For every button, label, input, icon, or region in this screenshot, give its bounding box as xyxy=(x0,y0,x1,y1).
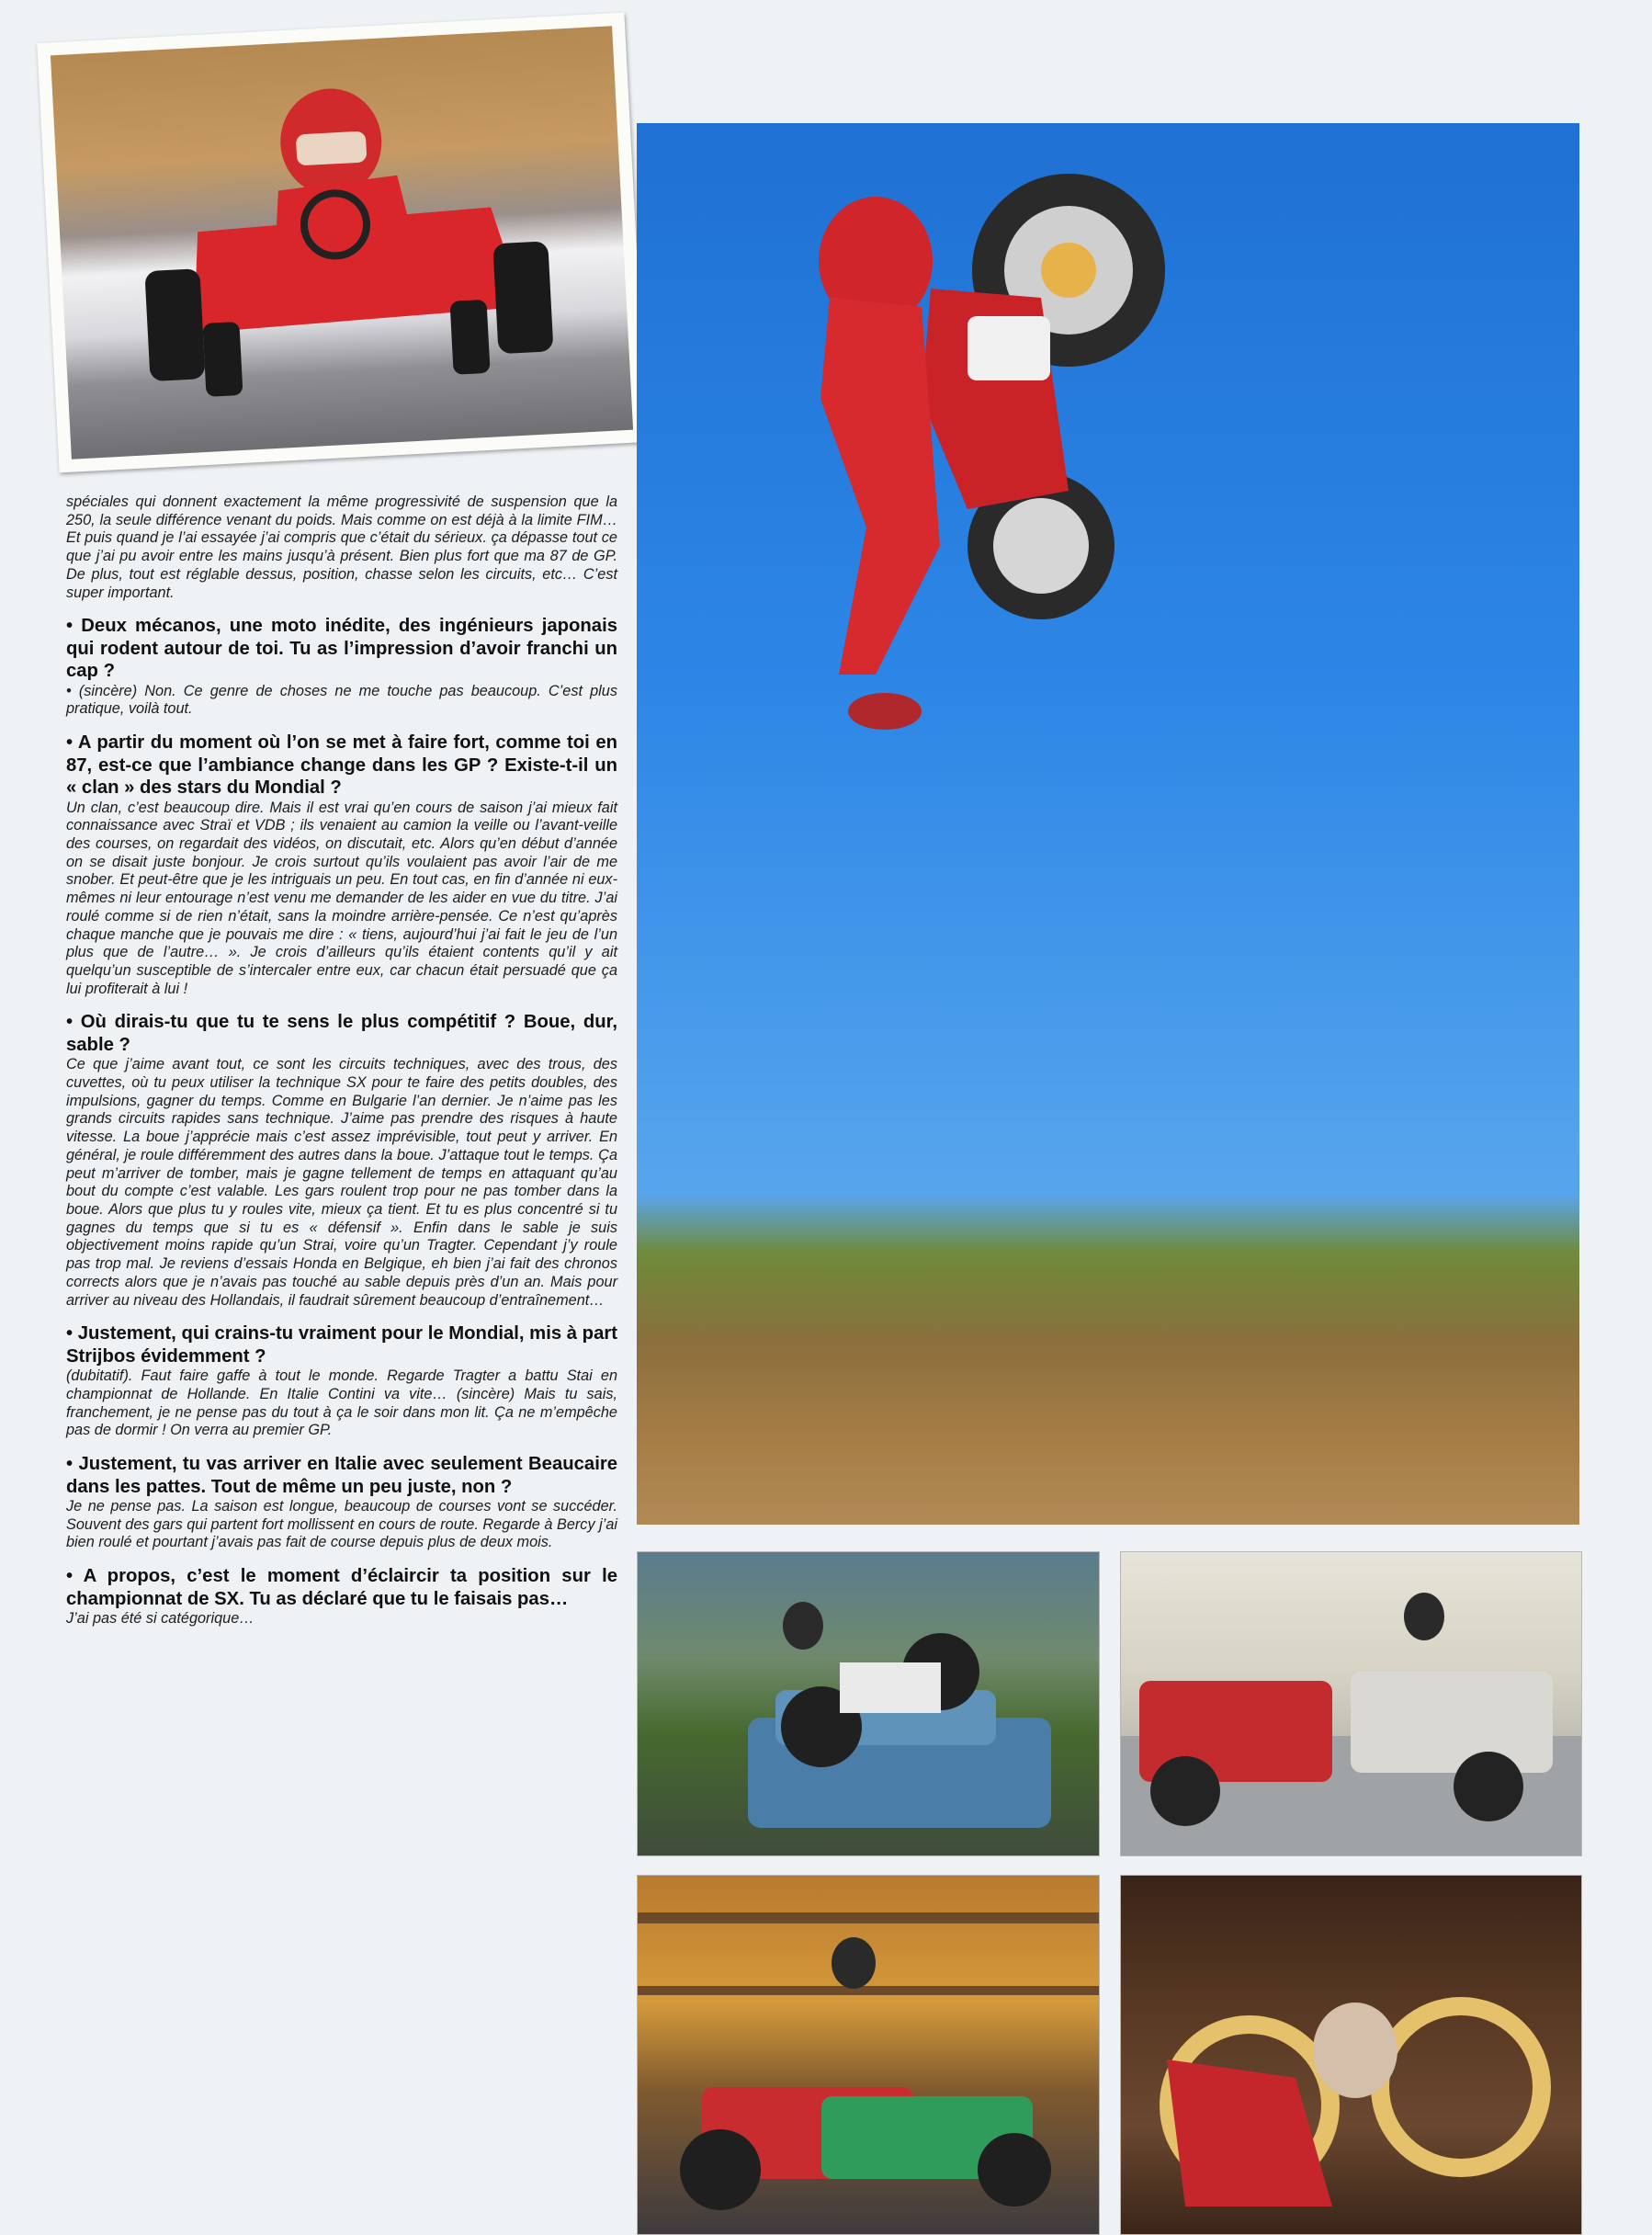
answer-2: Un clan, c’est beaucoup dire. Mais il est vrai qu’en cours de saison j’ai mieux fait connaissance avec Straï et VDB ; ils venaient au camion la veille ou l’avant-veille des courses, on regardait des vidéos, on discutait, etc. Alors qu’en début d’année on se disait juste bonjour. Je crois surtout qu’ils voulaient pas avoir l’air de me snober. Et peut-être que je les intriguais un peu. En tout cas, en fin d’année ni eux-mêmes ni leur entourage n’est venu me demander de les aider en vue du titre. J’ai roulé comme si de rien n’était, sans la moindre arrière-pensée. Ce n’est qu’après chaque manche que je pouvais me dire : « tiens, aujourd’hui j’ai fait le jeu de l’un plus que de l’autre… ». Je crois d’ailleurs qu’ils étaient contents qu’il y ait quelqu’un susceptible de s’intercaler entre eux, car chacun était persuadé que ça lui profiterait à lui ! xyxy=(66,799,617,997)
answer-5: Je ne pense pas. La saison est longue, beaucoup de courses vont se succéder. Souvent des gars qui partent fort mollissent en cours de route. Regarde à Bercy j’ai bien roulé et pourtant j’avais pas fait de course depuis plus de deux mois. xyxy=(66,1498,618,1551)
answer-6: J’ai pas été si catégorique… xyxy=(66,1610,255,1628)
photo-number-plate xyxy=(1120,1875,1582,2235)
photo-trophy-room xyxy=(637,1875,1100,2235)
photo-garage-bikes xyxy=(1120,1551,1582,1856)
photo-bike-on-car xyxy=(637,1551,1100,1856)
question-1: • Deux mécanos, une moto inédite, des ingénieurs japonais qui rodent autour de toi. Tu as l’impression d’avoir franchi un cap ? xyxy=(66,616,617,682)
kart-illustration xyxy=(51,26,633,459)
question-6: • A propos, c’est le moment d’éclaircir ta position sur le championnat de SX. Tu as déclaré que tu le faisais pas… xyxy=(66,1566,617,1609)
question-3: • Où dirais-tu que tu te sens le plus compétitif ? Boue, dur, sable ? xyxy=(66,1012,617,1055)
dirt-hill xyxy=(637,1194,1579,1525)
photo-kart xyxy=(37,13,647,473)
answer-1: • (sincère) Non. Ce genre de choses ne me touche pas beaucoup. C’est plus pratique, voilà tout. xyxy=(66,682,617,718)
question-5: • Justement, tu vas arriver en Italie avec seulement Beaucaire dans les pattes. Tout de même un peu juste, non ? xyxy=(66,1454,617,1497)
answer-3: Ce que j’aime avant tout, ce sont les circuits techniques, avec des trous, des cuvettes, où tu peux utiliser la technique SX pour te faire des petits doubles, des impulsions, gagner du temps. Comme en Bulgarie l’an dernier. Je n’aime pas les grands circuits rapides sans technique. J’aime pas prendre des risques à haute vitesse. La boue j’apprécie mais c’est assez imprévisible, tout peut y arriver. En général, je roule différemment des autres dans la boue. J’attaque tout le temps. Ça peut m’arriver de tomber, mais je gagne tellement de temps en attaquant qu’au bout du compte c’est valable. Les gars roulent trop pour ne pas tomber dans la boue. Alors que plus tu y roules vite, mieux ça tient. Et tu es plus concentré si tu gagnes du temps que si tu es « défensif ». Enfin dans le sable je suis objectivement moins rapide qu’un Strai, voire qu’un Tragter. Cependant j’y roule pas trop mal. Je reviens d’essais Honda en Belgique, eh bien j’ai fait des chronos corrects alors que je n’avais pas touché au sable depuis près d’un an. Mais pour arriver au niveau des Hollandais, il faudrait sûrement beaucoup d’entraînement… xyxy=(66,1056,617,1309)
article-intro: spéciales qui donnent exactement la même progressivité de suspension que la 250, la seule différence venant du poids. Mais comme on est déjà à la limite FIM… Et puis quand je l’ai essayée j’ai compris que c’était du sérieux. ça dépasse tout ce que j’ai pu avoir entre les mains jusqu’à présent. Bien plus fort que ma 87 de GP. De plus, tout est réglable dessus, position, chasse selon les circuits, etc… C’est super important. xyxy=(66,494,617,601)
answer-4: (dubitatif). Faut faire gaffe à tout le monde. Regarde Tragter a battu Stai en championnat de Hollande. En Italie Contini va vite… (sincère) Mais tu sais, franchement, je ne pense pas du tout à ça le soir dans mon lit. Ça ne m’empêche pas de dormir ! On verra au premier GP. xyxy=(66,1367,617,1439)
question-2: • A partir du moment où l’on se met à faire fort, comme toi en 87, est-ce que l’ambiance change dans les GP ? Existe-t-il un « clan » des stars du Mondial ? xyxy=(66,732,617,799)
article-text-column xyxy=(66,494,617,1641)
photo-motocross-jump xyxy=(637,123,1579,1525)
rider-and-bike-illustration xyxy=(765,160,1170,748)
question-4: • Justement, qui crains-tu vraiment pour le Mondial, mis à part Strijbos évidemment ? xyxy=(66,1323,617,1367)
